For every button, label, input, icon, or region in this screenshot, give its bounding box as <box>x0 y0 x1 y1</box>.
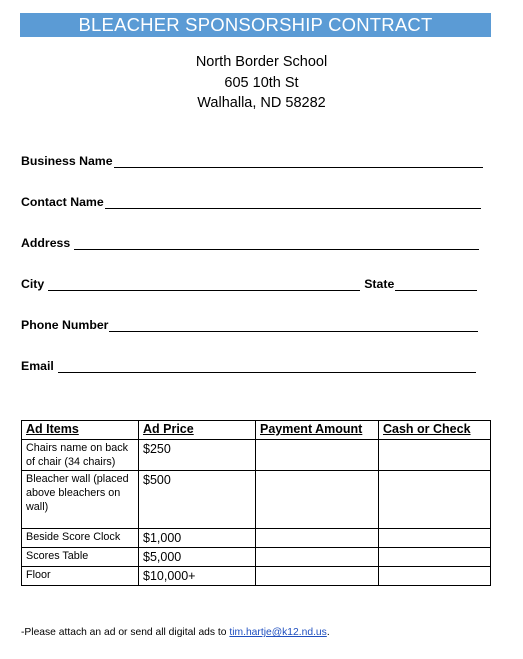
email-label: Email <box>21 359 54 373</box>
state-line[interactable] <box>395 279 477 291</box>
table-row <box>22 529 491 548</box>
ad-price-cell: $500 <box>139 471 256 529</box>
business-name-field[interactable] <box>21 152 483 168</box>
phone-number-field[interactable] <box>21 316 478 332</box>
footer-period: . <box>326 627 330 638</box>
address-field[interactable] <box>21 234 479 250</box>
cash-or-check-cell[interactable] <box>379 548 491 567</box>
business-name-label: Business Name <box>21 154 113 168</box>
ad-item-cell: Beside Score Clock <box>22 529 139 548</box>
header-ad-price: Ad Price <box>139 421 256 440</box>
contract-title: BLEACHER SPONSORSHIP CONTRACT <box>78 14 433 35</box>
table-row <box>22 548 491 567</box>
ad-item-cell: Chairs name on back of chair (34 chairs) <box>22 440 139 471</box>
table-row <box>22 567 491 586</box>
ad-price-cell: $250 <box>139 440 256 471</box>
cash-or-check-cell[interactable] <box>379 567 491 586</box>
cash-or-check-cell[interactable] <box>379 529 491 548</box>
ad-item-cell: Floor <box>22 567 139 586</box>
header-ad-items: Ad Items <box>22 421 139 440</box>
city-state-field[interactable] <box>21 275 477 291</box>
contact-email-link[interactable]: tim.hartje@k12.nd.us <box>229 627 327 638</box>
school-street: 605 10th St <box>224 74 299 91</box>
payment-amount-cell[interactable] <box>256 529 379 548</box>
address-label: Address <box>21 236 71 250</box>
payment-amount-cell[interactable] <box>256 440 379 471</box>
ad-item-cell: Scores Table <box>22 548 139 567</box>
footer-note <box>21 627 330 638</box>
contract-title-banner <box>20 13 491 37</box>
header-cash-or-check: Cash or Check <box>379 421 491 440</box>
email-field[interactable] <box>21 357 476 373</box>
address-line[interactable] <box>74 238 479 250</box>
state-label: State <box>364 277 395 291</box>
cash-or-check-cell[interactable] <box>379 471 491 529</box>
ad-price-cell: $5,000 <box>139 548 256 567</box>
contact-name-line[interactable] <box>105 197 481 209</box>
school-name: North Border School <box>195 54 328 70</box>
ad-price-cell: $10,000+ <box>139 567 256 586</box>
phone-number-line[interactable] <box>109 320 478 332</box>
footer-text: -Please attach an ad or send all digital ads to <box>21 627 230 638</box>
contact-name-label: Contact Name <box>21 195 104 209</box>
email-line[interactable] <box>58 361 476 373</box>
table-header-row <box>22 421 491 440</box>
payment-amount-cell[interactable] <box>256 567 379 586</box>
payment-amount-cell[interactable] <box>256 471 379 529</box>
school-city-state-zip: Walhalla, ND 58282 <box>197 95 326 111</box>
phone-number-label: Phone Number <box>21 318 109 332</box>
table-row <box>22 471 491 529</box>
city-line[interactable] <box>48 279 360 291</box>
table-row <box>22 440 491 471</box>
cash-or-check-cell[interactable] <box>379 440 491 471</box>
contact-name-field[interactable] <box>21 193 481 209</box>
city-label: City <box>21 277 45 291</box>
header-payment-amount: Payment Amount <box>256 421 379 440</box>
sponsorship-table <box>21 420 491 586</box>
school-address-block <box>0 52 523 114</box>
payment-amount-cell[interactable] <box>256 548 379 567</box>
business-name-line[interactable] <box>114 156 483 168</box>
ad-item-cell: Bleacher wall (placed above bleachers on wall) <box>22 471 139 529</box>
ad-price-cell: $1,000 <box>139 529 256 548</box>
